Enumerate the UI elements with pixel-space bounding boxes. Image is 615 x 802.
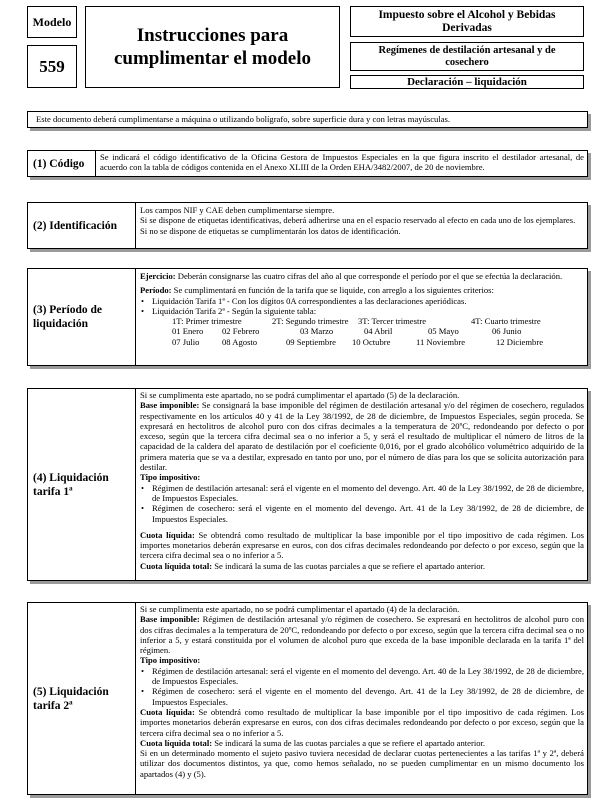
identificacion-label: (2) Identificación	[28, 203, 136, 248]
tarifa2-tipo-bullet: • Régimen de cosechero: será el vigente en el momento del devengo. Art. 41 de la Ley 38/1992, de 28 de diciembre, de Impuestos Especiales.	[140, 686, 584, 707]
modelo-label-box	[27, 6, 77, 38]
regimes-box	[350, 42, 584, 71]
mes: 08 Agosto	[222, 336, 258, 347]
mes: 03 Marzo	[300, 326, 334, 337]
codigo-label: (1) Código	[28, 151, 96, 176]
trimestre: 1T: Primer trimestre	[172, 316, 242, 327]
trimestre: 2T: Segundo trimestre	[272, 316, 349, 327]
modelo-label: Modelo	[32, 14, 72, 29]
mes: 07 Julio	[172, 336, 200, 347]
intro-box	[27, 111, 588, 128]
mes: 12 Diciembre	[496, 336, 544, 347]
tarifa2-label: (5) Liquidación tarifa 2ª	[28, 603, 136, 794]
periodo-label: (3) Período de liquidación	[28, 269, 136, 365]
ejercicio-text: Deberán consignarse las cuatro cifras del año al que corresponde el período por el que se efectúa la declaración.	[175, 271, 563, 281]
periodo-title: Período:	[140, 285, 172, 296]
ejercicio-title: Ejercicio:	[140, 271, 176, 281]
mes: 11 Noviembre	[416, 336, 466, 347]
tarifa1-base-title: Base imponible:	[140, 400, 200, 411]
mes: 01 Enero	[172, 326, 204, 337]
tarifa2-final-text: Si en un determinado momento el sujeto pasivo tuviera necesidad de declarar cuotas pertenecientes a las tarifas 1ª y 2ª, deberá utilizar dos documentos distintos, ya que, como hemos señalado, no se pueden cumplimentar en un mismo documento los apartados (4) y (5).	[140, 748, 584, 779]
mes: 09 Septiembre	[286, 336, 336, 347]
tax-name-box	[350, 6, 584, 37]
modelo-number-box	[27, 45, 77, 88]
tarifa1-tipo-bullet: • Régimen de cosechero: será el vigente en el momento del devengo. Art. 41 de la Ley 38/1992, de 28 de diciembre, de Impuestos Especiales.	[140, 503, 584, 524]
periodo-bullet: • Liquidación Tarifa 2ª - Según la siguiente tabla:	[140, 306, 584, 316]
tarifa1-tipo-bullet: • Régimen de destilación artesanal: será el vigente en el momento del devengo. Art. 40 de la Ley 38/1992, de 28 de diciembre, de Impuestos Especiales.	[140, 483, 584, 504]
tarifa1-cuota-title: Cuota líquida:	[140, 529, 195, 540]
tarifa1-tipo-title: Tipo impositivo:	[140, 472, 201, 483]
periodo-bullet: • Liquidación Tarifa 1ª - Con los dígitos 0A correspondientes a las declaraciones aperiódicas.	[140, 296, 584, 306]
mes: 05 Mayo	[428, 326, 459, 337]
identificacion-line: Los campos NIF y CAE deben cumplimentarse siempre.	[140, 205, 335, 215]
section-identificacion	[27, 202, 588, 249]
codigo-text: Se indicará el código identificativo de la Oficina Gestora de Impuestos Especiales en la que figura inscrito el destilador artesanal, de acuerdo con la tabla de códigos contenida en el Anexo XLIII de la Orden EHA/3482/2007, de 20 de noviembre.	[100, 152, 584, 173]
section-tarifa1	[27, 388, 588, 581]
identificacion-line: Si se dispone de etiquetas identificativas, deberá adherirse una en el espacio reservado al efecto en cada uno de los ejemplares.	[140, 215, 576, 226]
mes: 02 Febrero	[222, 326, 260, 337]
trimestre: 3T: Tercer trimestre	[358, 316, 427, 327]
mes: 10 Octubre	[352, 336, 391, 347]
tarifa1-total-text: Se indicará la suma de las cuotas parciales a que se refiere el apartado anterior.	[212, 560, 486, 571]
tarifa2-tipo-title: Tipo impositivo:	[140, 655, 201, 666]
tarifa2-cuota-title: Cuota líquida:	[140, 706, 195, 717]
regimes: Regímenes de destilación artesanal y de cosechero	[378, 44, 556, 68]
periodo-text	[136, 269, 587, 365]
tarifa1-base-text: Se consignará la base imponible del régimen de destilación artesanal y/o del régimen de cosechero, regulados respectivamente en los artículos 40 y 41 de la Ley 38/1992, de 28 de diciembre, de Impuestos Especiales, según proceda. Se expresará en hectolitros de alcohol puro con dos cifras decimales a la temperatura de 20ºC, redondeando por defecto o por exceso, según que la tercera cifra decimal sea o no inferior a 5, y será el resultado de multiplicar el número de litros de la capacidad de la caldera del aparato de destilación por el coeficiente 0,016, por el grado alcohólico volumétrico adquirido de la primera materia que se va a destilar, expresado en tanto por uno, por el número de días para los que se solicita autorización para destilar.	[140, 400, 584, 473]
modelo-number: 559	[39, 56, 65, 76]
mes: 06 Junio	[492, 326, 522, 337]
tarifa1-label: (4) Liquidación tarifa 1ª	[28, 389, 136, 580]
declaration-type: Declaración – liquidación	[407, 76, 527, 88]
tarifa1-text	[136, 389, 587, 580]
mes: 04 Abril	[364, 326, 393, 337]
declaration-box	[350, 75, 584, 89]
tarifa2-base-text: Régimen de destilación artesanal y/o régimen de cosechero. Se expresará en hectolitros de alcohol puro con dos cifras decimales a la temperatura de 20ºC, redondeando por defecto o por exceso, según que la tercera cifra decimal sea o no inferior a 5, y estará constituida por el volumen de alcohol puro que exceda de la base imponible declarada en la tarifa 1ª del régimen.	[140, 614, 585, 656]
tarifa2-total-text: Se indicará la suma de las cuotas parciales a que se refiere el apartado anterior.	[212, 737, 486, 748]
intro-text: Este documento deberá cumplimentarse a máquina o utilizando bolígrafo, sobre superficie dura y con letras mayúsculas.	[36, 114, 451, 124]
meses-row	[140, 326, 584, 336]
tarifa1-cuota-text: Se obtendrá como resultado de multiplicar la base imponible por el tipo impositivo de cada régimen. Los importes monetarios deberán expresarse en euros, con dos cifras decimales redondeando por defecto o por exceso, según que la tercera cifra decimal sea o no inferior a 5.	[140, 529, 584, 561]
title-box	[85, 6, 340, 88]
periodo-intro: Se cumplimentará en función de la tarifa que se liquide, con arreglo a los siguientes criterios:	[171, 285, 494, 296]
tarifa1-total-title: Cuota líquida total:	[140, 560, 213, 571]
section-periodo	[27, 268, 588, 366]
section-codigo	[27, 150, 588, 177]
tarifa2-total-title: Cuota líquida total:	[140, 737, 213, 748]
identificacion-text	[136, 203, 587, 248]
tax-name: Impuesto sobre el Alcohol y Bebidas Derivadas	[378, 8, 556, 34]
tarifa2-cuota-text: Se obtendrá como resultado de multiplicar la base imponible por el tipo impositivo de cada régimen. Los importes monetarios deberán expresarse en euros, con dos cifras decimales redondeando por defecto o por exceso, según que la tercera cifra decimal sea o no inferior a 5.	[140, 706, 584, 738]
tarifa2-base-title: Base imponible:	[140, 614, 200, 625]
tarifa1-intro: Si se cumplimenta este apartado, no se podrá cumplimentar el apartado (5) de la declaración.	[140, 390, 460, 400]
meses-row	[140, 337, 584, 347]
identificacion-line: Si no se dispone de etiquetas se cumplimentarán los datos de identificación.	[140, 225, 401, 236]
tarifa2-text	[136, 603, 587, 794]
page-title: Instrucciones para cumplimentar el modelo	[113, 25, 311, 69]
tarifa2-intro: Si se cumplimenta este apartado, no se podrá cumplimentar el apartado (4) de la declaración.	[140, 604, 460, 614]
tarifa2-tipo-bullet: • Régimen de destilación artesanal: será el vigente en el momento del devengo. Art. 40 de la Ley 38/1992, de 28 de diciembre, de Impuestos Especiales.	[140, 666, 584, 687]
trimestres-row	[140, 316, 584, 326]
trimestre: 4T: Cuarto trimestre	[471, 316, 541, 327]
section-tarifa2	[27, 602, 588, 795]
